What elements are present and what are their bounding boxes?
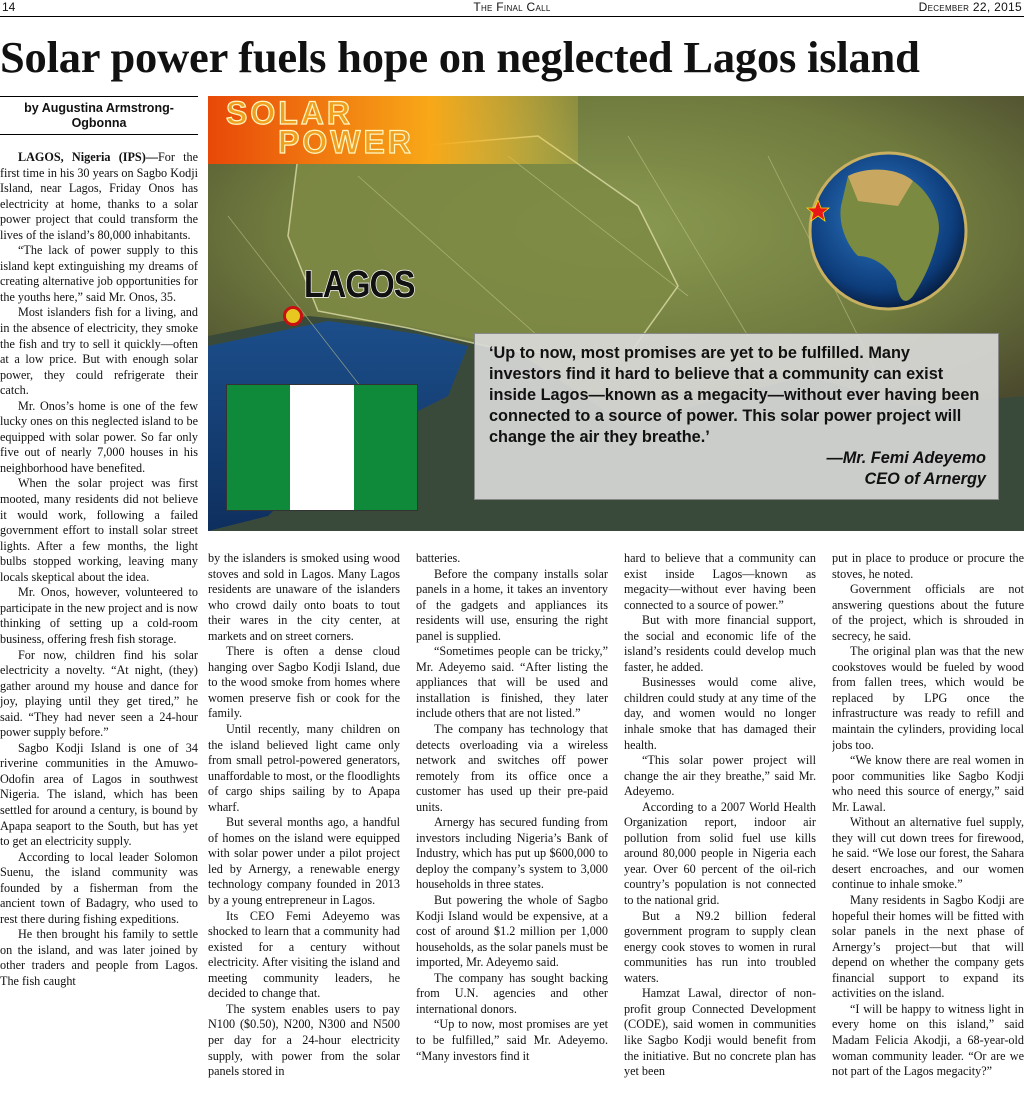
article-paragraph: hard to believe that a community can exist inside Lagos—known as megacity—without ever having been connected to a source of power.” bbox=[624, 551, 816, 612]
article-paragraph: For now, children find his solar electricity a novelty. “At night, (they) gather around my house and dance for joy, playing until they get tired,” he said. “They had never seen a 24-hour power supply before.” bbox=[0, 647, 198, 740]
article-paragraph: But several months ago, a handful of homes on the island were equipped with solar power under a pilot project led by Arnergy, a renewable energy technology company founded in 2013 by a young entrepreneur in Lagos. bbox=[208, 815, 400, 908]
article-paragraph: But powering the whole of Sagbo Kodji Island would be expensive, at a cost of around $1.2 million per 1,000 households, as the solar panels must be imported, Mr. Adeyemo said. bbox=[416, 893, 608, 970]
article-paragraph: Many residents in Sagbo Kodji are hopeful their homes will be fitted with solar panels in the next phase of Arnergy’s project—but that will depend on whether the company gets financial support to expand its activities on the island. bbox=[832, 893, 1024, 1001]
issue-date: December 22, 2015 bbox=[918, 0, 1022, 14]
article-paragraph: Mr. Onos’s home is one of the few lucky ones on this neglected island to be equipped with solar power. So far only five out of nearly 7,000 houses in his neighborhood have benefited. bbox=[0, 398, 198, 475]
page-number: 14 bbox=[2, 0, 16, 14]
dateline: LAGOS, Nigeria (IPS)— bbox=[18, 150, 158, 164]
article-paragraph: by the islanders is smoked using wood stoves and sold in Lagos. Many Lagos residents are unaware of the islanders who crowd daily onto boats to tout their wares in the city center, at markets and on street corners. bbox=[208, 551, 400, 643]
article-paragraph: LAGOS, Nigeria (IPS)—For the first time in his 30 years on Sagbo Kodji Island, near Lagos, Friday Onos has electricity at home, thanks to a solar power project that could transform the lives of the island’s 80,000 inhabitants. bbox=[0, 150, 198, 242]
article-paragraph: He then brought his family to settle on the island, and was later joined by other traders and people from Lagos. The fish caught bbox=[0, 927, 198, 988]
article-paragraph: “We know there are real women in poor communities like Sagbo Kodji who need this source of energy,” said Mr. Lawal. bbox=[832, 753, 1024, 814]
page-header bbox=[0, 0, 1024, 17]
title-line-solar: SOLAR bbox=[226, 96, 353, 131]
article-paragraph: Government officials are not answering questions about the future of the project, which is shrouded in secrecy, he said. bbox=[832, 582, 1024, 643]
article-paragraph: The company has technology that detects overloading via a wireless network and switches off power remotely from its office once a customer has used up their pre-paid units. bbox=[416, 722, 608, 814]
article-column-5 bbox=[832, 551, 1024, 1111]
article-paragraph: “The lack of power supply to this island kept extinguishing my dreams of creating alternative job opportunities for the youths here,” said Mr. Onos, 35. bbox=[0, 243, 198, 304]
lagos-map-label: LAGOS bbox=[304, 264, 415, 306]
byline: by Augustina Armstrong-Ogbonna bbox=[0, 96, 198, 135]
article-paragraph: Arnergy has secured funding from investors including Nigeria’s Bank of Industry, which has put up $600,000 to deploy the company’s system to 3,000 households in three states. bbox=[416, 815, 608, 892]
article-paragraph: Until recently, many children on the island believed light came only from small petrol-powered generators, unaffordable to most, or the floodlights of cargo ships sailing by to Apapa wharf. bbox=[208, 722, 400, 814]
article-column-4 bbox=[624, 551, 816, 1111]
article-paragraph: Businesses would come alive, children could study at any time of the day, and women would no longer inhale smoke that has damaged their health. bbox=[624, 675, 816, 752]
solar-power-title bbox=[208, 96, 568, 156]
article-headline: Solar power fuels hope on neglected Lagos island bbox=[0, 32, 920, 82]
article-paragraph: Without an alternative fuel supply, they will cut down trees for firewood, he said. “We lose our forest, the Sahara desert encroaches, and our women continue to inhale smoke.” bbox=[832, 815, 1024, 892]
article-paragraph: The company has sought backing from U.N. agencies and other international donors. bbox=[416, 970, 608, 1016]
newspaper-name: The Final Call bbox=[473, 0, 551, 14]
nigeria-flag bbox=[226, 384, 418, 511]
solar-power-illustration bbox=[208, 96, 1024, 531]
article-paragraph: Mr. Onos, however, volunteered to participate in the new project and is now thinking of setting up a cold-room business, offering fresh fish storage. bbox=[0, 585, 198, 646]
flag-white-center bbox=[290, 385, 353, 510]
article-paragraph: The system enables users to pay N100 ($0.50), N200, N300 and N500 per day for a 24-hour electricity supply, with power from the solar panels stored in bbox=[208, 1001, 400, 1079]
article-paragraph: Sagbo Kodji Island is one of 34 riverine communities in the Amuwo-Odofin area of Lagos in southwest Nigeria. The island, which has been settled for around a century, is bound by Apapa seaport to the South, but has yet to get an electricity supply. bbox=[0, 740, 198, 849]
article-paragraph: batteries. bbox=[416, 551, 461, 565]
article-paragraph: “This solar power project will change the air they breathe,” said Mr. Adeyemo. bbox=[624, 753, 816, 799]
title-line-power: POWER bbox=[278, 124, 414, 156]
article-paragraph: But a N9.2 billion federal government program to supply clean energy cook stoves to women in rural communities has run into troubled waters. bbox=[624, 908, 816, 985]
pull-quote bbox=[474, 333, 999, 500]
pull-quote-text: ‘Up to now, most promises are yet to be fulfilled. Many investors find it hard to believe that a community can exist inside Lagos—known as a megacity—without ever having been connected to a source of power. This solar power project will change the air they breathe.’ bbox=[489, 344, 980, 446]
article-paragraph: put in place to produce or procure the stoves, he noted. bbox=[832, 551, 1024, 581]
lagos-location-marker bbox=[283, 306, 303, 326]
flag-green-right bbox=[354, 385, 417, 510]
article-paragraph: There is often a dense cloud hanging over Sagbo Kodji Island, due to the wood smoke from homes where women preserve fish or cook for the family. bbox=[208, 644, 400, 721]
article-column-2 bbox=[208, 551, 400, 1111]
flag-green-left bbox=[227, 385, 290, 510]
article-paragraph: Before the company installs solar panels in a home, it takes an inventory of the gadgets and appliances its residents will use, ensuring the right panel is supplied. bbox=[416, 566, 608, 643]
pull-quote-attribution-title: CEO of Arnergy bbox=[864, 470, 986, 488]
article-paragraph: But with more financial support, the social and economic life of the island’s residents could develop much faster, he added. bbox=[624, 613, 816, 674]
article-paragraph: The original plan was that the new cookstoves would be fueled by wood from fallen trees, which would be replaced by LPG once the infrastructure was ready to refill and maintain the cylinders, providing local jobs too. bbox=[832, 644, 1024, 752]
article-column-1 bbox=[0, 150, 198, 1110]
article-paragraph: According to local leader Solomon Suenu, the island community was founded by a fisherman from the ancient town of Badagry, who used to rest there during fishing expeditions. bbox=[0, 849, 198, 926]
article-paragraph: “Sometimes people can be tricky,” Mr. Adeyemo said. “After listing the appliances that will be used and installation is finished, they later include others that are not listed.” bbox=[416, 644, 608, 721]
pull-quote-attribution-name: —Mr. Femi Adeyemo bbox=[826, 449, 986, 467]
article-paragraph: “I will be happy to witness light in every home on this island,” said Madam Felicia Akodji, a 68-year-old woman community leader. “Or are we not part of the Lagos megacity?” bbox=[832, 1001, 1024, 1079]
article-paragraph: Its CEO Femi Adeyemo was shocked to learn that a community had existed for a century without electricity. After visiting the island and meeting community leaders, he decided to change that. bbox=[208, 908, 400, 1001]
article-paragraph: “Up to now, most promises are yet to be fulfilled,” said Mr. Adeyemo. “Many investors find it bbox=[416, 1017, 608, 1063]
article-paragraph: When the solar project was first mooted, many residents did not believe it would work, following a failed government effort to install solar street lights. After a few months, the light bulbs stopped working, leaving many locals skeptical about the idea. bbox=[0, 476, 198, 584]
article-paragraph: Hamzat Lawal, director of non-profit group Connected Development (CODE), said women in communities like Sagbo Kodji would benefit from the initiative. But no concrete plan has yet been bbox=[624, 986, 816, 1079]
article-paragraph: According to a 2007 World Health Organization report, indoor air pollution from solid fuel use kills around 80,000 people in Nigeria each year. Over 60 percent of the oil-rich country’s population is not connected to the national grid. bbox=[624, 799, 816, 908]
article-column-3 bbox=[416, 551, 608, 1111]
article-paragraph: Most islanders fish for a living, and in the absence of electricity, they smoke the fish and try to sell it quickly—often at a low price. But with enough solar power, they could refrigerate their catch. bbox=[0, 305, 198, 398]
